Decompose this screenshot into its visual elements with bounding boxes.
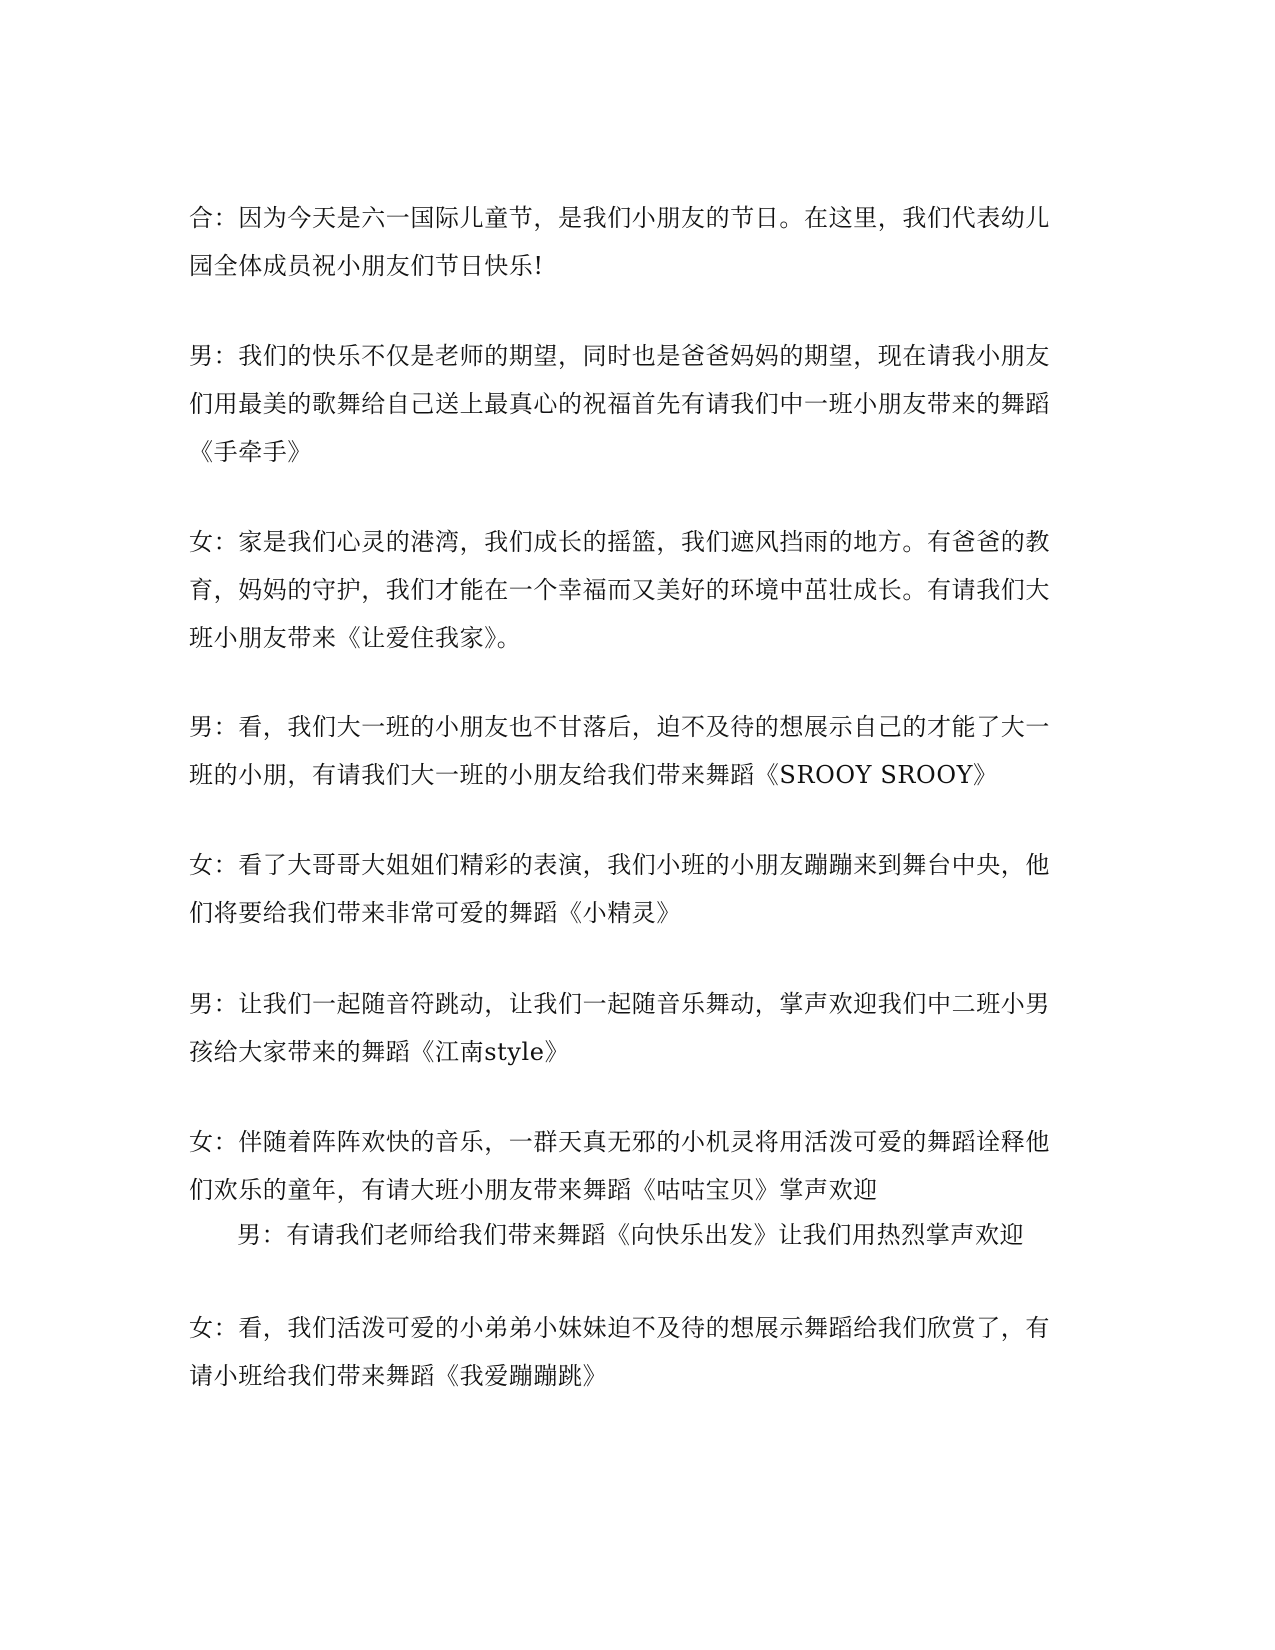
paragraph-8: 男：有请我们老师给我们带来舞蹈《向快乐出发》让我们用热烈掌声欢迎 [237,1221,1025,1249]
paragraph-7: 女：伴随着阵阵欢快的音乐，一群天真无邪的小机灵将用活泼可爱的舞蹈诠释他们欢乐的童年，有请大班小朋友带来舞蹈《咕咕宝贝》掌声欢迎 [189,1128,1050,1204]
paragraph-6: 男：让我们一起随音符跳动，让我们一起随音乐舞动，掌声欢迎我们中二班小男孩给大家带来的舞蹈《江南style》 [189,990,1050,1066]
paragraph-9: 女：看，我们活泼可爱的小弟弟小妹妹迫不及待的想展示舞蹈给我们欣赏了，有请小班给我们带来舞蹈《我爱蹦蹦跳》 [189,1314,1050,1390]
paragraph-1: 合：因为今天是六一国际儿童节，是我们小朋友的节日。在这里，我们代表幼儿园全体成员祝小朋友们节日快乐! [189,204,1050,280]
paragraph-5: 女：看了大哥哥大姐姐们精彩的表演，我们小班的小朋友蹦蹦来到舞台中央，他们将要给我们带来非常可爱的舞蹈《小精灵》 [189,851,1050,927]
paragraph-2: 男：我们的快乐不仅是老师的期望，同时也是爸爸妈妈的期望，现在请我小朋友们用最美的歌舞给自己送上最真心的祝福首先有请我们中一班小朋友带来的舞蹈《手牵手》 [189,342,1050,466]
paragraph-4: 男：看，我们大一班的小朋友也不甘落后，迫不及待的想展示自己的才能了大一班的小朋，有请我们大一班的小朋友给我们带来舞蹈《SROOY SROOY》 [189,713,1050,789]
paragraph-3: 女：家是我们心灵的港湾，我们成长的摇篮，我们遮风挡雨的地方。有爸爸的教育，妈妈的守护，我们才能在一个幸福而又美好的环境中茁壮成长。有请我们大班小朋友带来《让爱住我家》。 [189,528,1050,652]
